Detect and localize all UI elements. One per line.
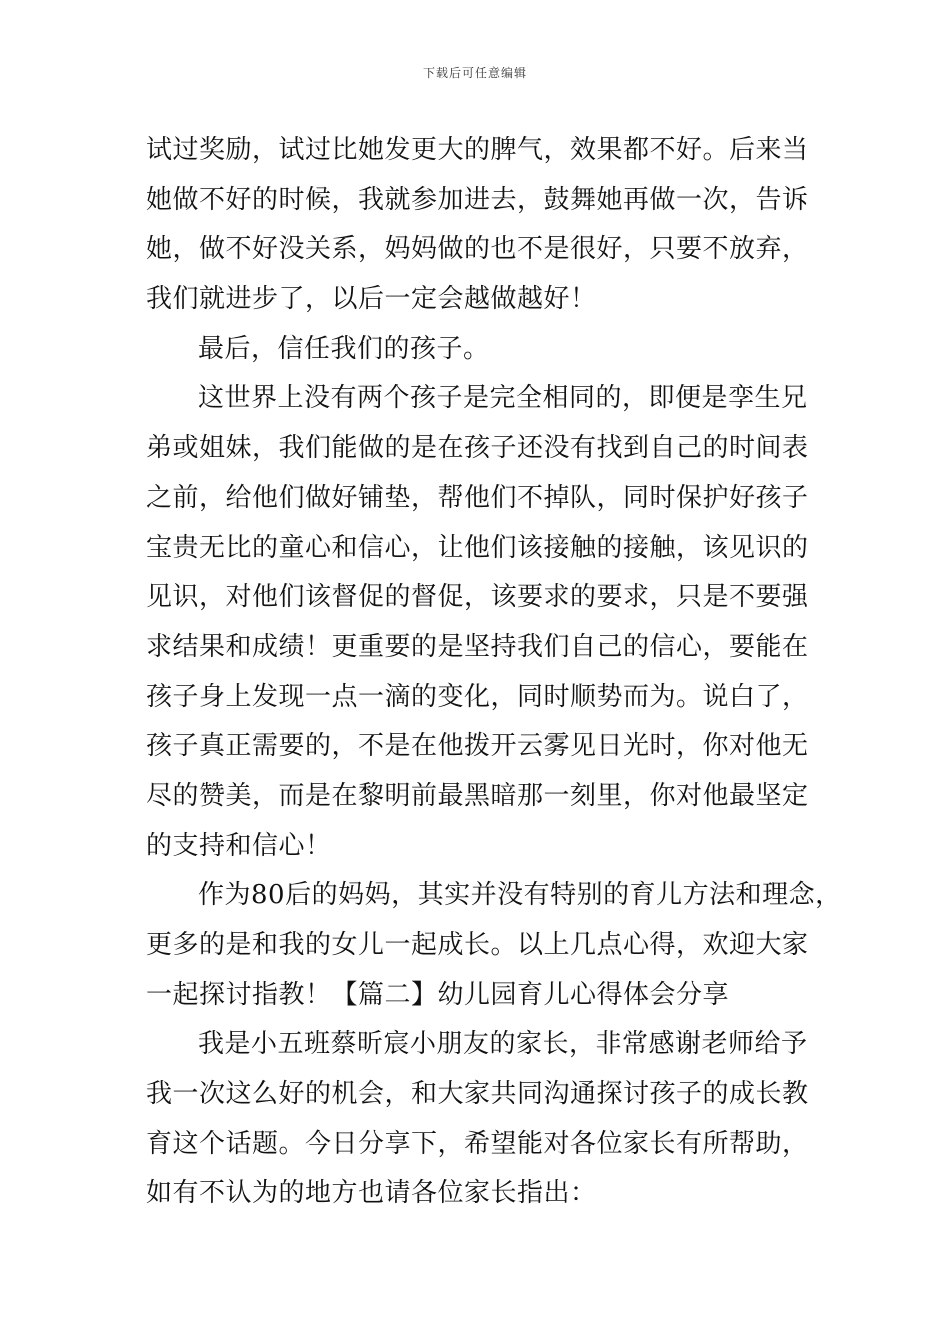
text-line: 作为80后的妈妈，其实并没有特别的育儿方法和理念， bbox=[198, 880, 842, 911]
text-line: 的支持和信心！ bbox=[146, 830, 332, 861]
text-line: 见识，对他们该督促的督促，该要求的要求，只是不要强 bbox=[146, 582, 809, 613]
text-line: 她做不好的时候，我就参加进去，鼓舞她再做一次，告诉 bbox=[146, 184, 809, 215]
document-body bbox=[146, 126, 842, 1219]
text-line: 一起探讨指教！【篇二】幼儿园育儿心得体会分享 bbox=[146, 979, 730, 1010]
text-line: 最后，信任我们的孩子。 bbox=[198, 333, 490, 364]
text-line: 求结果和成绩！更重要的是坚持我们自己的信心，要能在 bbox=[146, 631, 809, 662]
text-line: 试过奖励，试过比她发更大的脾气，效果都不好。后来当 bbox=[146, 135, 809, 165]
page-header-note: 下载后可任意编辑 bbox=[422, 66, 527, 80]
text-line: 弟或姐妹，我们能做的是在孩子还没有找到自己的时间表 bbox=[146, 433, 809, 464]
text-line: 之前，给他们做好铺垫，帮他们不掉队，同时保护好孩子 bbox=[146, 482, 809, 513]
text-line: 孩子身上发现一点一滴的变化，同时顺势而为。说白了， bbox=[146, 681, 809, 712]
text-line: 她，做不好没关系，妈妈做的也不是很好，只要不放弃， bbox=[146, 234, 809, 265]
text-line: 更多的是和我的女儿一起成长。以上几点心得，欢迎大家 bbox=[146, 930, 809, 960]
text-line: 我一次这么好的机会，和大家共同沟通探讨孩子的成长教 bbox=[146, 1079, 809, 1110]
text-line: 育这个话题。今日分享下，希望能对各位家长有所帮助， bbox=[146, 1128, 809, 1159]
text-line: 这世界上没有两个孩子是完全相同的，即便是孪生兄 bbox=[198, 383, 808, 414]
text-line: 宝贵无比的童心和信心，让他们该接触的接触，该见识的 bbox=[146, 532, 809, 563]
text-line: 如有不认为的地方也请各位家长指出： bbox=[146, 1178, 597, 1209]
text-line: 我们就进步了，以后一定会越做越好！ bbox=[146, 284, 597, 315]
text-line: 我是小五班蔡昕宸小朋友的家长，非常感谢老师给予 bbox=[198, 1029, 808, 1060]
text-line: 尽的赞美，而是在黎明前最黑暗那一刻里，你对他最坚定 bbox=[146, 780, 809, 811]
text-line: 孩子真正需要的，不是在他拨开云雾见日光时，你对他无 bbox=[146, 731, 809, 762]
